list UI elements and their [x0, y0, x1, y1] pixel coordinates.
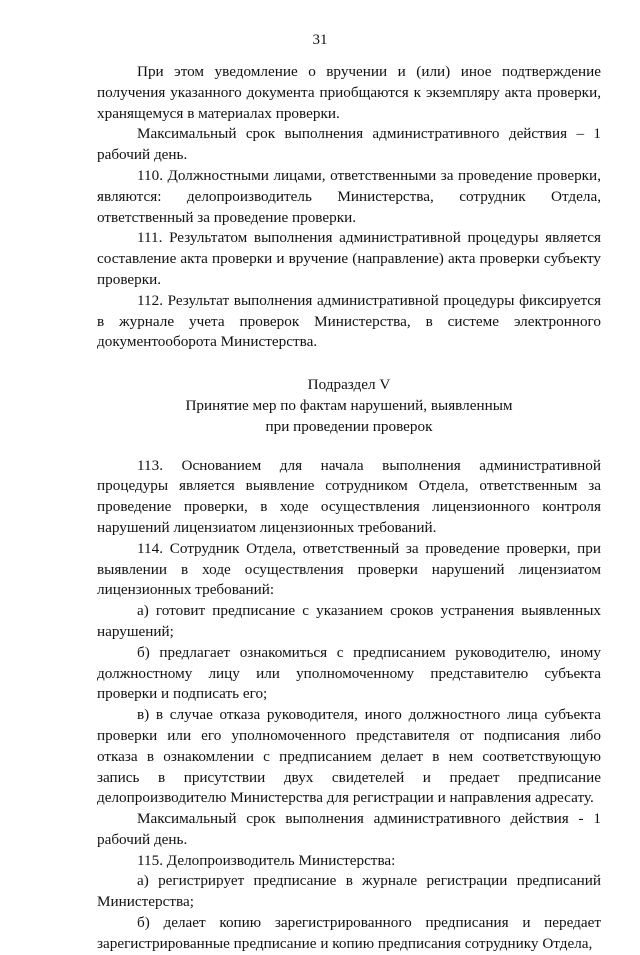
- paragraph-114-b: б) предлагает ознакомиться с предписанием руководителю, иному должностному лицу или уполномоченному представителю субъекта проверки и подписать его;: [97, 643, 601, 703]
- document-body: [97, 62, 601, 955]
- paragraph-115: 115. Делопроизводитель Министерства:: [137, 851, 396, 869]
- paragraph-113: 113. Основанием для начала выполнения административной процедуры является выявление сотрудником Отдела, ответственным за проведение проверки, в ходе осуществления лицензионного контроля нарушений лицензиатом лицензионных требований.: [97, 456, 601, 536]
- paragraph-111: 111. Результатом выполнения административной процедуры является составление акта проверки и вручение (направление) акта проверки субъекту проверки.: [97, 229, 601, 288]
- subsection-title-line-2: при проведении проверок: [265, 417, 433, 435]
- paragraph-114-c: в) в случае отказа руководителя, иного должностного лица субъекта проверки или его уполномоченного представителя от подписания либо отказа в ознакомлении с предписанием делает в нем соответствующую запись в присутствии двух свидетелей и предает предписание делопроизводителю Министерства для регистрации и направления адресату.: [97, 706, 601, 807]
- paragraph-114-a: а) готовит предписание с указанием сроков устранения выявленных нарушений;: [97, 602, 601, 640]
- page-number: 31: [312, 32, 328, 48]
- paragraph-114-max-term: Максимальный срок выполнения административного действия - 1 рабочий день.: [97, 810, 601, 848]
- paragraph-max-term: Максимальный срок выполнения административного действия – 1 рабочий день.: [97, 125, 601, 164]
- paragraph-110: 110. Должностными лицами, ответственными за проведение проверки, являются: делопроизводитель Министерства, сотрудник Отдела, ответственный за проведение проверки.: [97, 166, 601, 226]
- subsection-heading: [97, 375, 601, 437]
- paragraph-112: 112. Результат выполнения административной процедуры фиксируется в журнале учета проверок Министерства, в системе электронного документооборота Министерства.: [97, 291, 601, 351]
- paragraph-115-a: а) регистрирует предписание в журнале регистрации предписаний Министерства;: [97, 872, 601, 911]
- subsection-number: Подраздел V: [307, 376, 391, 394]
- subsection-title-line-1: Принятие мер по фактам нарушений, выявленным: [185, 396, 513, 414]
- paragraph-114: 114. Сотрудник Отдела, ответственный за проведение проверки, при выявлении в ходе осуществления проверки нарушений лицензиатом лицензионных требований:: [97, 539, 601, 599]
- paragraph-115-b: б) делает копию зарегистрированного предписания и передает зарегистрированные предписание и копию предписания сотруднику Отдела,: [97, 914, 601, 952]
- paragraph-notification: При этом уведомление о вручении и (или) иное подтверждение получения указанного документа приобщаются к экземпляру акта проверки, хранящемуся в материалах проверки.: [97, 63, 601, 122]
